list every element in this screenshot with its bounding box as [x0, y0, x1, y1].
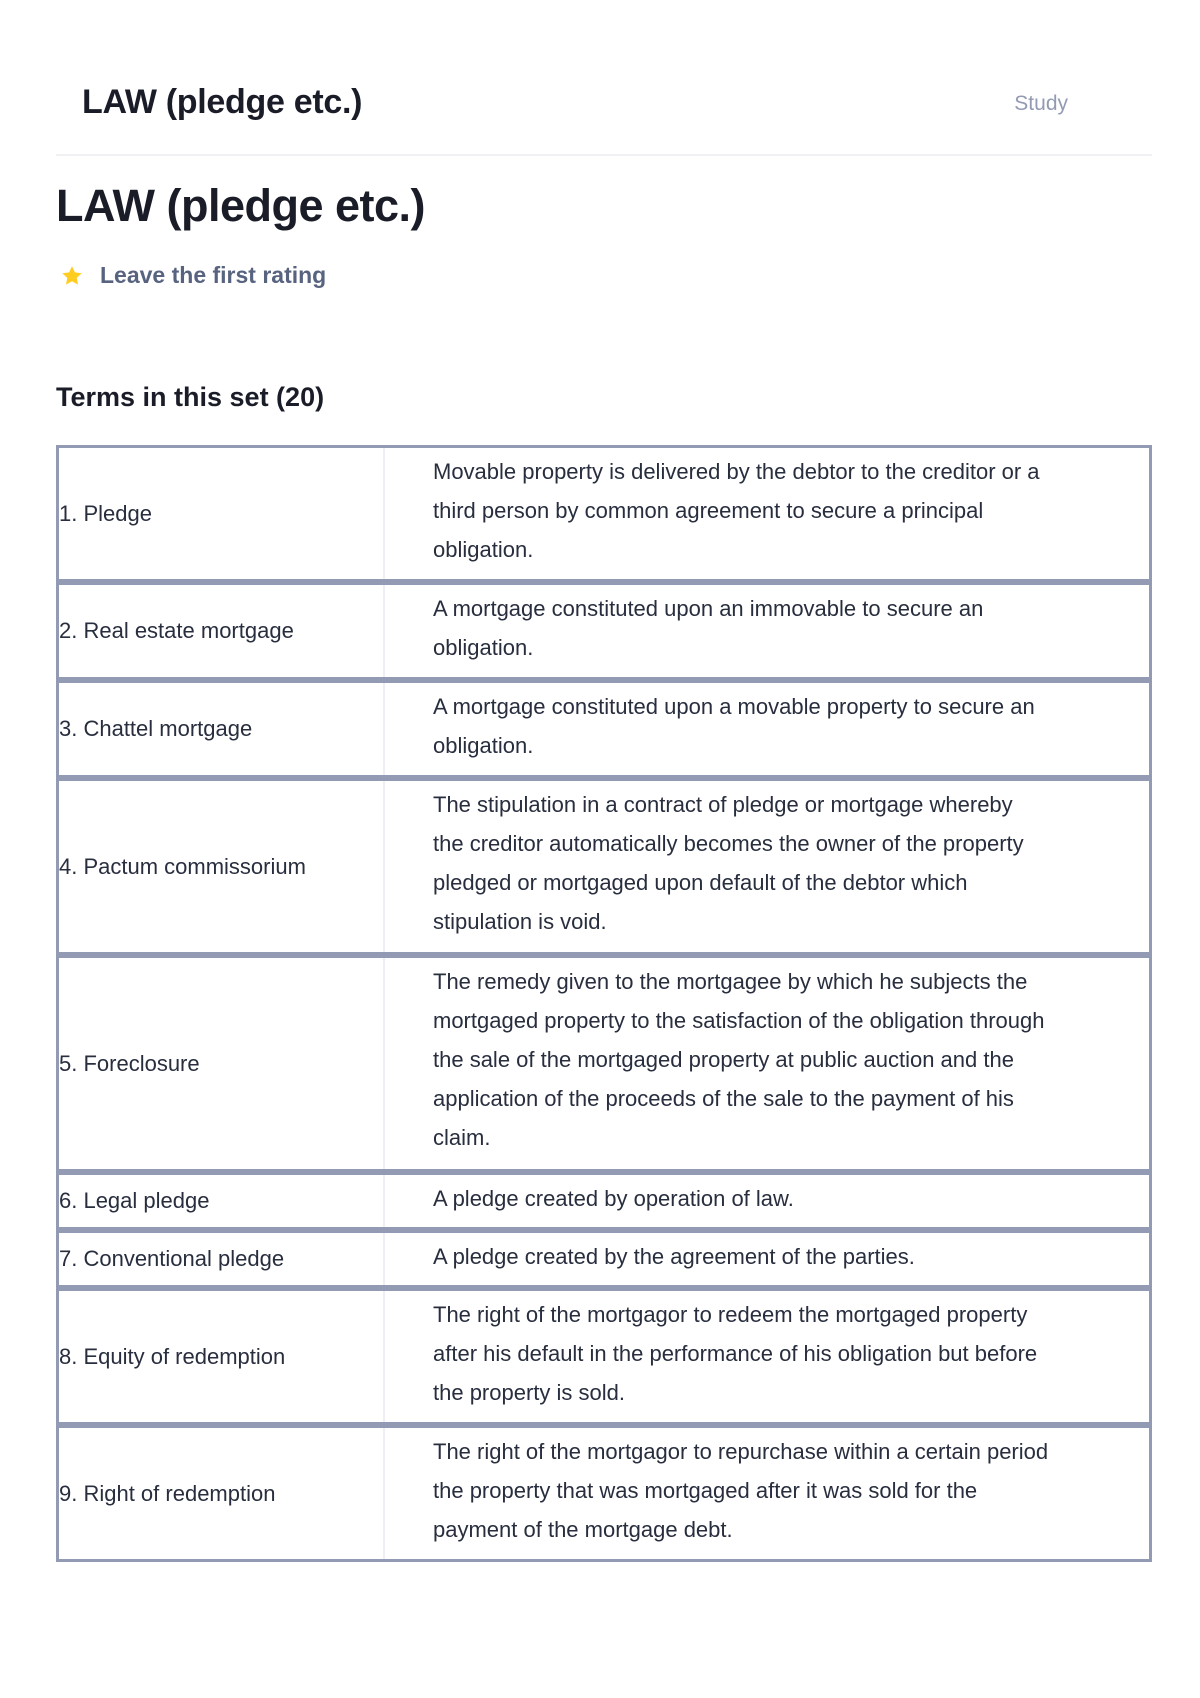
study-link[interactable]: Study: [1014, 92, 1068, 115]
page: [56, 0, 1152, 1542]
term-row: [56, 1288, 1152, 1425]
term-label: 4. Pactum commissorium: [59, 781, 385, 952]
term-definition: The right of the mortgagor to redeem the mortgaged property after his default in the performance of his obligation but before the property is sold.: [433, 1302, 1038, 1405]
term-row: [56, 445, 1152, 582]
term-definition: Movable property is delivered by the debtor to the creditor or a third person by common agreement to secure a principal obligation.: [433, 459, 1040, 562]
term-row: [56, 1230, 1152, 1288]
term-row: [56, 955, 1152, 1172]
star-icon: [60, 264, 84, 288]
term-row: [56, 1425, 1152, 1562]
term-definition: A pledge created by the agreement of the parties.: [433, 1244, 915, 1269]
terms-heading: Terms in this set (20): [56, 382, 325, 412]
term-row: [56, 1172, 1152, 1230]
rating-link[interactable]: [60, 262, 326, 289]
term-label: 6. Legal pledge: [59, 1175, 385, 1227]
term-definition: The right of the mortgagor to repurchase within a certain period the property that was mortgaged after it was sold for the payment of the mortgage debt.: [433, 1439, 1049, 1542]
term-definition: A mortgage constituted upon an immovable to secure an obligation.: [433, 596, 984, 660]
page-title: LAW (pledge etc.): [56, 180, 426, 231]
term-label: 5. Foreclosure: [59, 958, 385, 1169]
term-label: 1. Pledge: [59, 448, 385, 579]
header: [56, 0, 1152, 156]
term-row: [56, 778, 1152, 955]
term-label: 3. Chattel mortgage: [59, 683, 385, 775]
term-label: 2. Real estate mortgage: [59, 585, 385, 677]
term-definition: The stipulation in a contract of pledge or mortgage whereby the creditor automatically becomes the owner of the property pledged or mortgaged upon default of the debtor which stipulation is void.: [433, 792, 1024, 934]
term-row: [56, 680, 1152, 778]
header-title[interactable]: LAW (pledge etc.): [82, 83, 363, 121]
term-label: 9. Right of redemption: [59, 1428, 385, 1559]
rating-text[interactable]: Leave the first rating: [100, 262, 327, 288]
terms-table: [56, 445, 1152, 1562]
term-row: [56, 582, 1152, 680]
term-definition: A mortgage constituted upon a movable property to secure an obligation.: [433, 694, 1035, 758]
term-label: 7. Conventional pledge: [59, 1233, 385, 1285]
term-definition: The remedy given to the mortgagee by which he subjects the mortgaged property to the satisfaction of the obligation through the sale of the mortgaged property at public auction and the application of the proceeds of the sale to the payment of his claim.: [433, 969, 1045, 1150]
term-label: 8. Equity of redemption: [59, 1291, 385, 1422]
term-definition: A pledge created by operation of law.: [433, 1186, 794, 1211]
